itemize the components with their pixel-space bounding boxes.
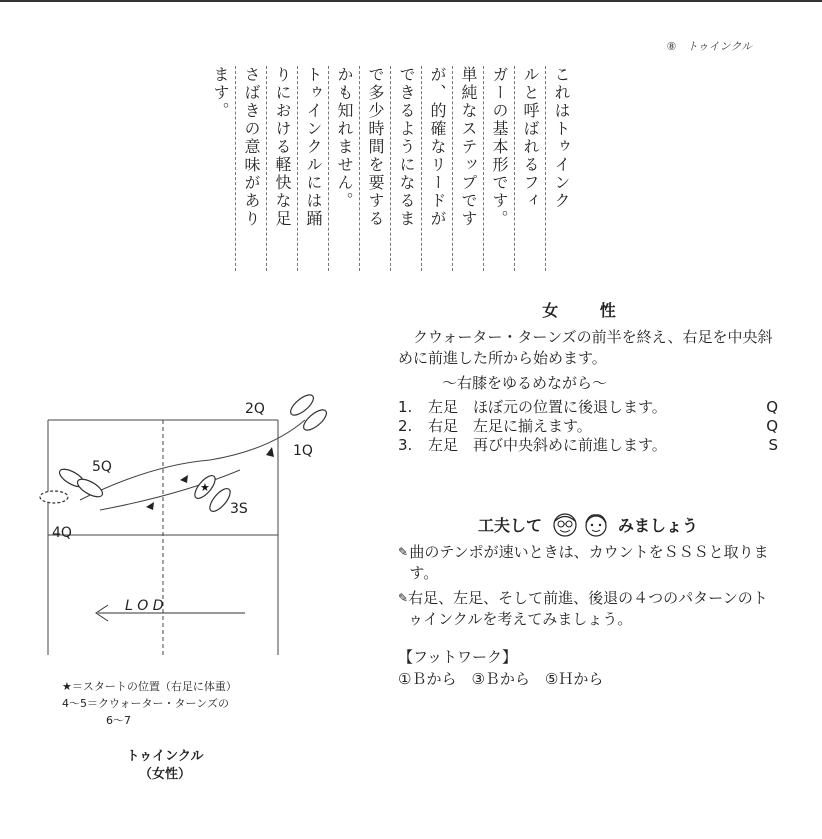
top-border — [0, 0, 822, 2]
step-count: S — [768, 436, 778, 454]
tip-text: 曲のテンポが速いときは、カウントをＳＳＳと取ります。 — [409, 543, 769, 582]
label-lod: L O D — [125, 598, 164, 614]
female-section — [398, 300, 778, 455]
diagram-legend — [62, 678, 237, 729]
legend-line: ★＝スタートの位置（右足に体重） — [62, 680, 237, 693]
step-diagram — [40, 375, 313, 665]
tips-section — [398, 512, 778, 630]
step-row — [398, 398, 778, 417]
pen-icon: ✎ — [398, 591, 409, 605]
intro-column: で多少時間を要する — [359, 66, 390, 271]
arrow-head — [146, 502, 154, 510]
label-4q: 4Q — [52, 525, 72, 541]
intro-column: さばきの意味があり — [235, 66, 266, 271]
tips-title-after: みましょう — [618, 515, 699, 535]
intro-column: りにおける軽快な足 — [266, 66, 297, 271]
caption-line: トゥインクル — [126, 749, 204, 764]
step-text: 左足 ほぼ元の位置に後退します。 — [428, 398, 667, 416]
section-paragraph: クウォーター・ターンズの前半を終え、右足を中央斜めに前進した所から始めます。 — [398, 328, 773, 367]
step-count: Q — [766, 417, 778, 435]
star-icon: ★ — [200, 481, 210, 494]
tip-item — [398, 588, 778, 630]
tips-title — [398, 512, 778, 538]
intro-vertical-text — [205, 66, 576, 271]
intro-column: できるようになるま — [390, 66, 421, 271]
step-number: 3. — [398, 436, 413, 454]
faces-icon — [550, 512, 610, 538]
label-2q: 2Q — [245, 401, 265, 417]
tip-text: 右足、左足、そして前進、後退の４つのパターンのトゥインクルを考えてみましょう。 — [408, 589, 768, 628]
intro-column: ガーの基本形です。 — [483, 66, 514, 271]
step-number: 1. — [398, 398, 413, 416]
arrow-head — [266, 447, 274, 457]
foot-shape-dashed — [40, 491, 68, 503]
step-number: 2. — [398, 417, 413, 435]
footwork-text: ①Ｂから ③Ｂから ⑤Ｈから — [398, 670, 604, 688]
intro-column: ます。 — [211, 66, 230, 120]
page-header-title: トゥインクル — [686, 40, 752, 53]
section-cue: ～右膝をゆるめながら～ — [442, 374, 608, 392]
label-3s: 3S — [230, 501, 248, 517]
step-text: 右足 左足に揃えます。 — [428, 417, 592, 435]
legend-line: 4～5＝クウォーター・ターンズの — [62, 697, 230, 710]
page-number: ⑧ — [666, 40, 677, 53]
footwork-title: 【フットワーク】 — [398, 648, 517, 666]
step-count: Q — [766, 398, 778, 416]
step-list — [398, 398, 778, 455]
intro-column: ルと呼ばれるフィ — [514, 66, 545, 271]
intro-column: トゥインクルには踊 — [297, 66, 328, 271]
section-title: 女 性 — [542, 301, 634, 320]
label-1q: 1Q — [293, 443, 313, 459]
arrow-head — [180, 475, 188, 483]
pen-icon: ✎ — [398, 545, 409, 559]
intro-column: これはトゥインク — [545, 66, 576, 271]
intro-column: かも知れません。 — [328, 66, 359, 271]
footwork — [398, 646, 603, 690]
caption-line: （女性） — [138, 767, 191, 782]
figure-caption — [115, 748, 215, 784]
step-row — [398, 436, 778, 455]
step-text: 左足 再び中央斜めに前進します。 — [428, 436, 667, 454]
page-header — [666, 38, 752, 54]
tips-title-before: 工夫して — [477, 515, 542, 535]
foot-shape — [75, 476, 105, 500]
legend-line: 6～7 — [106, 714, 131, 727]
label-5q: 5Q — [92, 459, 112, 475]
intro-column: 単純なステップです — [452, 66, 483, 271]
tip-item — [398, 542, 778, 584]
step-row — [398, 417, 778, 436]
intro-column: が、的確なリードが — [421, 66, 452, 271]
travel-path — [80, 420, 305, 500]
